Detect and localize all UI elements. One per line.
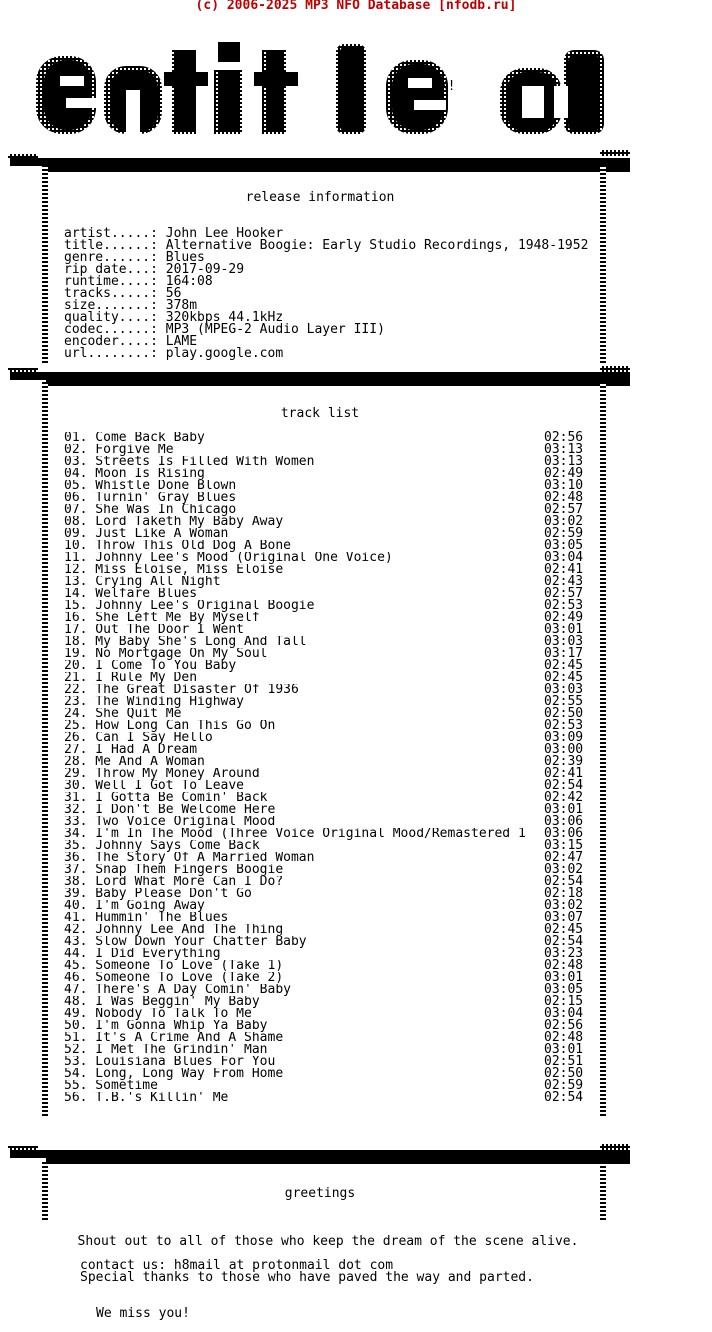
track-title: 22. The Great Disaster Of 1936	[64, 684, 299, 696]
track-title: 11. Johnny Lee's Mood (Original One Voice)	[64, 552, 393, 564]
info-value: Blues	[165, 250, 205, 265]
track-title: 03. Streets Is Filled With Women	[64, 456, 315, 468]
track-title: 17. Out The Door I Went	[64, 624, 245, 636]
track-title: 05. Whistle Done Blown	[64, 480, 237, 492]
info-value: 2017-09-29	[165, 262, 245, 277]
track-title: 55. Sometime	[64, 1080, 158, 1092]
track-row	[64, 912, 590, 924]
track-duration: 03:04	[544, 550, 584, 565]
info-label: tracks.....:	[64, 286, 158, 301]
info-value: 378m	[165, 298, 198, 313]
track-title: 24. She Quit Me	[64, 708, 182, 720]
track-duration: 02:47	[544, 850, 584, 865]
track-row	[64, 588, 590, 600]
track-row	[64, 996, 590, 1008]
track-title: 40. I'm Going Away	[64, 900, 205, 912]
track-row	[64, 756, 590, 768]
track-row	[64, 876, 590, 888]
track-title: 08. Lord Taketh My Baby Away	[64, 516, 284, 528]
track-duration: 02:45	[544, 670, 584, 685]
track-row	[64, 696, 590, 708]
frame-left	[42, 382, 48, 1116]
track-row	[64, 492, 590, 504]
track-duration: 03:01	[544, 622, 584, 637]
track-row	[64, 804, 590, 816]
track-duration: 03:02	[544, 862, 584, 877]
track-row	[64, 660, 590, 672]
track-title: 48. I Was Beggin' My Baby	[64, 996, 260, 1008]
track-duration: 03:02	[544, 898, 584, 913]
track-title: 43. Slow Down Your Chatter Baby	[64, 936, 307, 948]
track-duration: 03:13	[544, 454, 584, 469]
track-row	[64, 552, 590, 564]
track-row	[64, 1020, 590, 1032]
track-duration: 03:06	[544, 826, 584, 841]
track-title: 06. Turnin' Gray Blues	[64, 492, 237, 504]
track-title: 04. Moon Is Rising	[64, 468, 205, 480]
track-duration: 03:00	[544, 742, 584, 757]
track-duration: 03:05	[544, 982, 584, 997]
track-duration: 02:55	[544, 694, 584, 709]
track-row	[64, 648, 590, 660]
track-title: 32. I Don't Be Welcome Here	[64, 804, 276, 816]
info-value: play.google.com	[165, 346, 284, 361]
track-row	[64, 612, 590, 624]
track-row	[64, 540, 590, 552]
track-title: 45. Someone To Love (Take 1)	[64, 960, 284, 972]
track-title: 31. I Gotta Be Comin' Back	[64, 792, 268, 804]
track-title: 46. Someone To Love (Take 2)	[64, 972, 284, 984]
info-label: encoder....:	[64, 334, 158, 349]
track-duration: 02:18	[544, 886, 584, 901]
track-title: 16. She Left Me By Myself	[64, 612, 260, 624]
track-title: 52. I Met The Grindin' Man	[64, 1044, 268, 1056]
track-title: 53. Louisiana Blues For You	[64, 1056, 276, 1068]
track-title: 36. The Story Of A Married Woman	[64, 852, 315, 864]
track-duration: 02:50	[544, 1066, 584, 1081]
track-duration: 02:53	[544, 598, 584, 613]
track-duration: 03:01	[544, 802, 584, 817]
track-title: 21. I Rule My Den	[64, 672, 198, 684]
track-row	[64, 1056, 590, 1068]
track-title: 34. I'm In The Mood (Three Voice Original Mood/Remastered 1	[64, 828, 526, 840]
track-duration: 03:01	[544, 970, 584, 985]
track-duration: 02:54	[544, 778, 584, 793]
info-label: url........:	[64, 346, 158, 361]
info-label: rip date...:	[64, 262, 158, 277]
track-row	[64, 1044, 590, 1056]
track-duration: 02:56	[544, 1018, 584, 1033]
track-title: 14. Welfare Blues	[64, 588, 198, 600]
info-label: title......:	[64, 238, 158, 253]
track-duration: 02:54	[544, 874, 584, 889]
track-duration: 02:45	[544, 922, 584, 937]
track-title: 35. Johnny Says Come Back	[64, 840, 260, 852]
track-duration: 03:01	[544, 1042, 584, 1057]
track-duration: 03:13	[544, 442, 584, 457]
track-list-title: track list	[280, 406, 360, 421]
track-duration: 02:54	[544, 1090, 584, 1105]
info-value: MP3 (MPEG-2 Audio Layer III)	[165, 322, 385, 337]
track-title: 23. The Winding Highway	[64, 696, 245, 708]
track-row	[64, 1092, 590, 1104]
info-value: 56	[165, 286, 182, 301]
track-duration: 03:03	[544, 682, 584, 697]
track-duration: 02:45	[544, 658, 584, 673]
track-title: 12. Miss Eloise, Miss Eloise	[64, 564, 284, 576]
track-title: 29. Throw My Money Around	[64, 768, 260, 780]
track-row	[64, 516, 590, 528]
track-row	[64, 888, 590, 900]
track-duration: 02:57	[544, 502, 584, 517]
track-duration: 02:51	[544, 1054, 584, 1069]
track-duration: 02:48	[544, 958, 584, 973]
track-title: 56. T.B.'s Killin' Me	[64, 1092, 229, 1104]
track-duration: 02:15	[544, 994, 584, 1009]
track-duration: 03:02	[544, 514, 584, 529]
track-row	[64, 828, 590, 840]
track-row	[64, 972, 590, 984]
track-title: 37. Snap Them Fingers Boogie	[64, 864, 284, 876]
track-title: 02. Forgive Me	[64, 444, 174, 456]
entitled-logo	[0, 20, 712, 140]
track-title: 10. Throw This Old Dog A Bone	[64, 540, 291, 552]
track-duration: 03:03	[544, 634, 584, 649]
track-list	[64, 432, 590, 1104]
track-title: 25. How Long Can This Go On	[64, 720, 276, 732]
track-duration: 02:48	[544, 490, 584, 505]
track-title: 33. Two Voice Original Mood	[64, 816, 276, 828]
track-row	[64, 444, 590, 456]
track-row	[64, 744, 590, 756]
track-title: 39. Baby Please Don't Go	[64, 888, 252, 900]
track-row	[64, 564, 590, 576]
release-info-title: release information	[245, 190, 395, 205]
track-title: 20. I Come To You Baby	[64, 660, 237, 672]
track-row	[64, 768, 590, 780]
contact-line: contact us: h8mail at protonmail dot com	[80, 1258, 394, 1273]
track-duration: 03:04	[544, 1006, 584, 1021]
track-row	[64, 948, 590, 960]
track-title: 01. Come Back Baby	[64, 432, 205, 444]
track-row	[64, 600, 590, 612]
track-duration: 03:05	[544, 538, 584, 553]
info-value: LAME	[165, 334, 198, 349]
logo-letters	[36, 42, 604, 134]
track-duration: 03:23	[544, 946, 584, 961]
track-row	[64, 624, 590, 636]
track-row	[64, 984, 590, 996]
greeting-line: Special thanks to those who have paved the way and parted.	[80, 1270, 534, 1285]
track-duration: 02:57	[544, 586, 584, 601]
track-duration: 02:53	[544, 718, 584, 733]
track-row	[64, 720, 590, 732]
track-duration: 03:17	[544, 646, 584, 661]
track-title: 44. I Did Everything	[64, 948, 221, 960]
track-row	[64, 480, 590, 492]
track-row	[64, 1068, 590, 1080]
track-duration: 02:48	[544, 1030, 584, 1045]
track-duration: 02:41	[544, 766, 584, 781]
info-label: genre......:	[64, 250, 158, 265]
track-duration: 03:09	[544, 730, 584, 745]
track-row	[64, 456, 590, 468]
track-title: 49. Nobody To Talk To Me	[64, 1008, 252, 1020]
greeting-line: Shout out to all of those who keep the dream of the scene alive.	[77, 1234, 579, 1249]
track-title: 54. Long, Long Way From Home	[64, 1068, 284, 1080]
info-value: John Lee Hooker	[165, 226, 284, 241]
track-row	[64, 708, 590, 720]
track-duration: 03:10	[544, 478, 584, 493]
track-title: 42. Johnny Lee And The Thing	[64, 924, 284, 936]
track-row	[64, 816, 590, 828]
track-duration: 02:41	[544, 562, 584, 577]
greeting-line: We miss you!	[96, 1306, 190, 1321]
track-duration: 02:59	[544, 526, 584, 541]
track-row	[64, 1080, 590, 1092]
track-duration: 02:42	[544, 790, 584, 805]
track-row	[64, 504, 590, 516]
info-label: codec......:	[64, 322, 158, 337]
track-row	[64, 636, 590, 648]
info-label: size.......:	[64, 298, 158, 313]
track-duration: 02:43	[544, 574, 584, 589]
track-row	[64, 792, 590, 804]
track-duration: 02:50	[544, 706, 584, 721]
track-title: 27. I Had A Dream	[64, 744, 198, 756]
info-label: runtime....:	[64, 274, 158, 289]
track-title: 15. Johnny Lee's Original Boogie	[64, 600, 315, 612]
track-row	[64, 1008, 590, 1020]
track-row	[64, 672, 590, 684]
track-title: 13. Crying All Night	[64, 576, 221, 588]
track-duration: 02:49	[544, 466, 584, 481]
track-row	[64, 864, 590, 876]
track-row	[64, 960, 590, 972]
track-row	[64, 576, 590, 588]
track-title: 26. Can I Say Hello	[64, 732, 213, 744]
release-info	[64, 228, 588, 360]
track-duration: 03:07	[544, 910, 584, 925]
track-title: 28. Me And A Woman	[64, 756, 205, 768]
track-duration: 02:54	[544, 934, 584, 949]
track-row	[64, 528, 590, 540]
track-duration: 02:49	[544, 610, 584, 625]
track-duration: 03:15	[544, 838, 584, 853]
info-value: Alternative Boogie: Early Studio Recordings, 1948-1952	[165, 238, 589, 253]
track-title: 51. It's A Crime And A Shame	[64, 1032, 284, 1044]
logo-tag: hX!	[432, 79, 456, 94]
info-label: artist.....:	[64, 226, 158, 241]
track-row	[64, 1032, 590, 1044]
track-row	[64, 684, 590, 696]
track-row	[64, 432, 590, 444]
track-row	[64, 900, 590, 912]
info-value: 164:08	[165, 274, 213, 289]
info-row	[64, 348, 588, 360]
track-row	[64, 840, 590, 852]
track-title: 18. My Baby She's Long And Tall	[64, 636, 307, 648]
track-title: 30. Well I Got To Leave	[64, 780, 245, 792]
track-title: 50. I'm Gonna Whip Ya Baby	[64, 1020, 268, 1032]
track-title: 07. She Was In Chicago	[64, 504, 237, 516]
track-row	[64, 468, 590, 480]
track-title: 19. No Mortgage On My Soul	[64, 648, 268, 660]
track-row	[64, 936, 590, 948]
track-duration: 02:59	[544, 1078, 584, 1093]
track-title: 38. Lord What More Can I Do?	[64, 876, 284, 888]
track-duration: 02:39	[544, 754, 584, 769]
track-duration: 03:06	[544, 814, 584, 829]
track-title: 41. Hummin' The Blues	[64, 912, 229, 924]
track-title: 09. Just Like A Woman	[64, 528, 229, 540]
track-row	[64, 732, 590, 744]
track-duration: 02:56	[544, 430, 584, 445]
info-value: 320kbps 44.1kHz	[165, 310, 284, 325]
greetings-title: greetings	[284, 1186, 356, 1201]
track-row	[64, 780, 590, 792]
info-label: quality....:	[64, 310, 158, 325]
frame-right	[600, 382, 606, 1116]
track-row	[64, 924, 590, 936]
track-row	[64, 852, 590, 864]
site-header[interactable]: (c) 2006-2025 MP3 NFO Database [nfodb.ru]	[195, 0, 517, 13]
track-title: 47. There's A Day Comin' Baby	[64, 984, 291, 996]
